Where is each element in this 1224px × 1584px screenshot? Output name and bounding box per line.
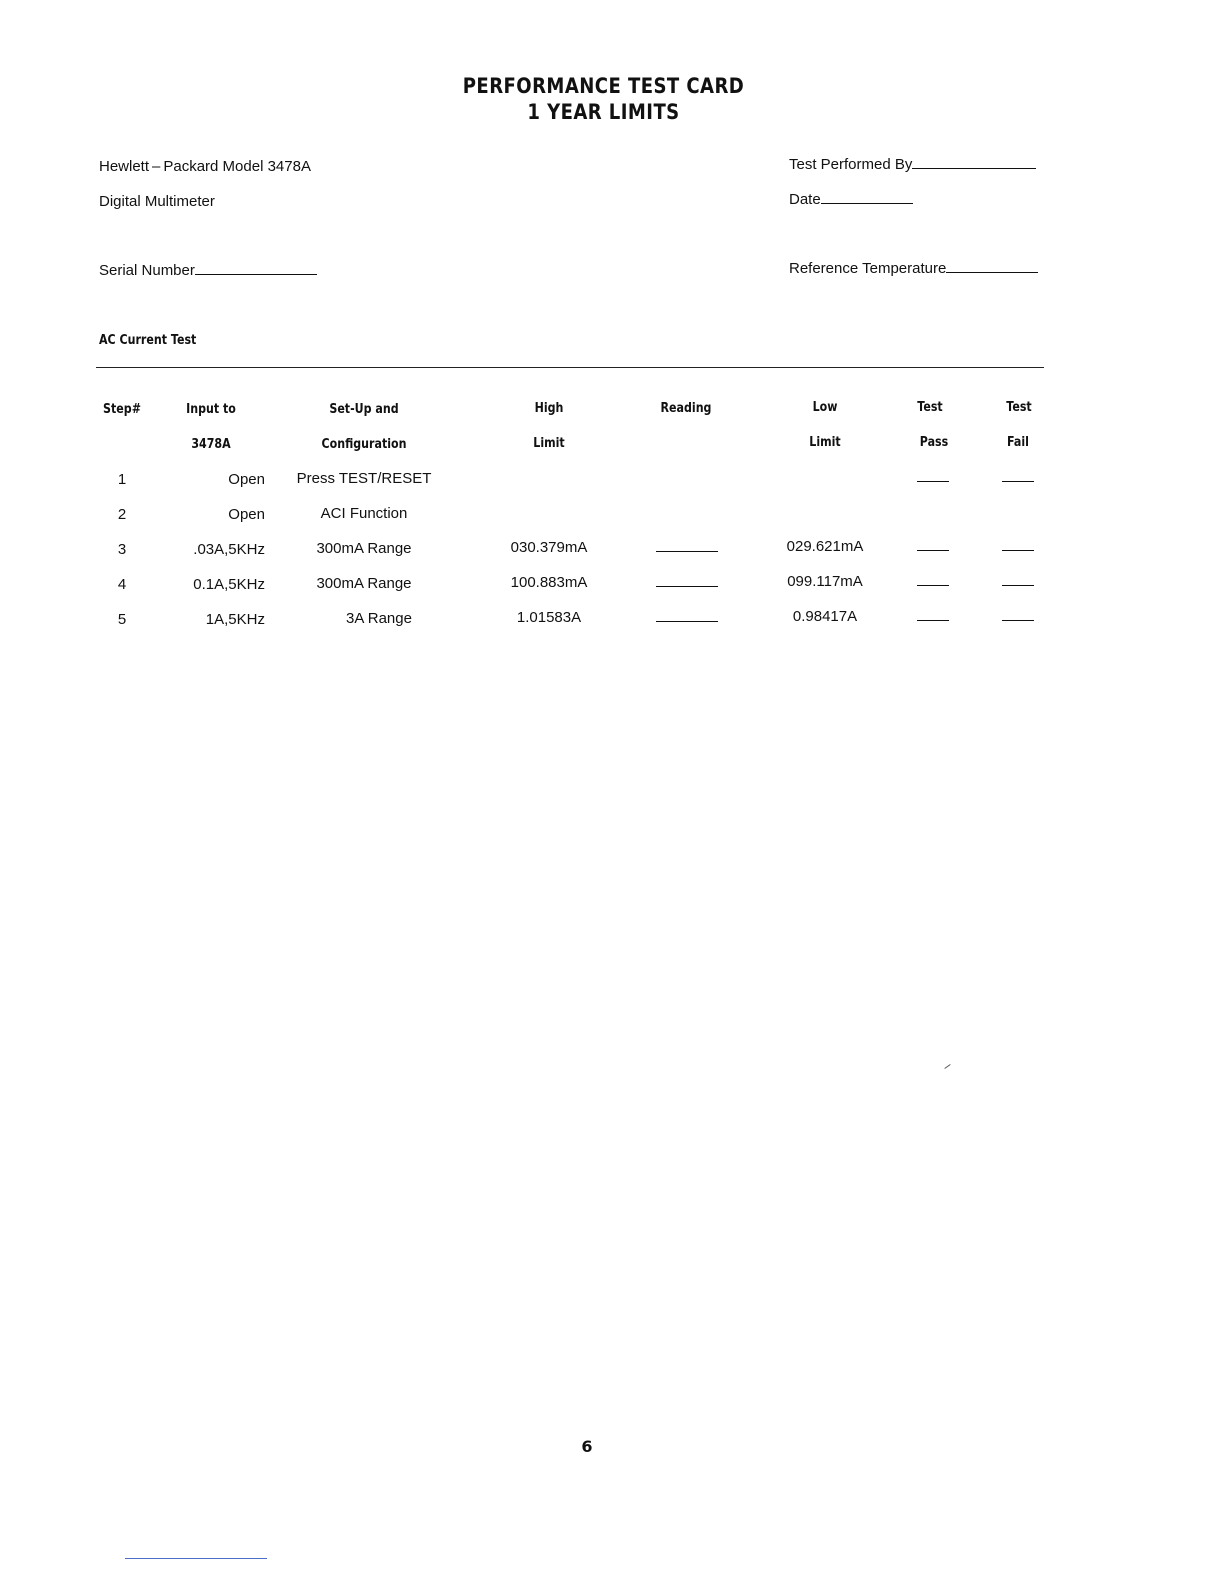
col-low-line1: Low bbox=[812, 400, 838, 415]
row-high-limit: 100.883mA bbox=[510, 574, 588, 591]
col-high-line1: High bbox=[534, 401, 564, 416]
col-low-line2: Limit bbox=[809, 435, 841, 450]
section-title: AC Current Test bbox=[99, 333, 197, 348]
col-reading: Reading bbox=[660, 401, 712, 416]
test-performed-by-label: Test Performed By bbox=[789, 156, 913, 173]
row-setup: Press TEST/RESET bbox=[296, 470, 432, 487]
fail-checkbox-blank[interactable] bbox=[1002, 585, 1034, 586]
pass-checkbox-blank[interactable] bbox=[917, 550, 949, 551]
instrument-label: Digital Multimeter bbox=[99, 193, 215, 210]
model-label: Hewlett – Packard Model 3478A bbox=[99, 158, 311, 175]
pass-checkbox-blank[interactable] bbox=[917, 481, 949, 482]
page-title: PERFORMANCE TEST CARD bbox=[462, 74, 745, 98]
row-step: 5 bbox=[117, 611, 127, 628]
date-field[interactable] bbox=[789, 191, 913, 208]
fail-checkbox-blank[interactable] bbox=[1002, 620, 1034, 621]
row-input: 1A,5KHz bbox=[205, 611, 265, 628]
reading-blank[interactable] bbox=[656, 551, 718, 552]
stray-mark bbox=[944, 1064, 950, 1069]
row-input: .03A,5KHz bbox=[193, 541, 265, 558]
page-number: 6 bbox=[581, 1437, 593, 1456]
row-setup: 300mA Range bbox=[316, 575, 412, 592]
page-subtitle: 1 YEAR LIMITS bbox=[527, 100, 680, 124]
col-fail-line2: Fail bbox=[1007, 435, 1029, 450]
row-low-limit: 029.621mA bbox=[786, 538, 864, 555]
test-performed-by-blank[interactable] bbox=[912, 167, 1036, 169]
col-step: Step# bbox=[103, 402, 141, 417]
col-setup-line1: Set-Up and bbox=[329, 402, 399, 417]
row-step: 3 bbox=[117, 541, 127, 558]
footer-line bbox=[125, 1558, 267, 1559]
row-setup: 300mA Range bbox=[316, 540, 412, 557]
serial-number-label: Serial Number bbox=[99, 262, 195, 279]
section-divider bbox=[96, 367, 1044, 368]
serial-number-blank[interactable] bbox=[195, 273, 317, 275]
fail-checkbox-blank[interactable] bbox=[1002, 550, 1034, 551]
row-setup: ACI Function bbox=[320, 505, 408, 522]
col-input-line1: Input to bbox=[186, 402, 236, 417]
col-fail-line1: Test bbox=[1006, 400, 1032, 415]
row-input: 0.1A,5KHz bbox=[193, 576, 265, 593]
date-blank[interactable] bbox=[821, 202, 913, 204]
row-input: Open bbox=[228, 506, 265, 523]
col-pass-line2: Pass bbox=[919, 435, 949, 450]
col-setup-line2: Configuration bbox=[321, 437, 407, 452]
reading-blank[interactable] bbox=[656, 586, 718, 587]
row-low-limit: 0.98417A bbox=[792, 608, 858, 625]
reference-temperature-label: Reference Temperature bbox=[789, 260, 947, 277]
reference-temperature-field[interactable] bbox=[789, 260, 1038, 277]
col-input-line2: 3478A bbox=[191, 437, 231, 452]
pass-checkbox-blank[interactable] bbox=[917, 585, 949, 586]
col-high-line2: Limit bbox=[533, 436, 565, 451]
row-input: Open bbox=[228, 471, 265, 488]
row-step: 1 bbox=[117, 471, 127, 488]
row-high-limit: 030.379mA bbox=[510, 539, 588, 556]
reference-temperature-blank[interactable] bbox=[946, 271, 1038, 273]
row-step: 4 bbox=[117, 576, 127, 593]
date-label: Date bbox=[789, 191, 821, 208]
col-pass-line1: Test bbox=[917, 400, 943, 415]
serial-number-field[interactable] bbox=[99, 262, 317, 279]
reading-blank[interactable] bbox=[656, 621, 718, 622]
test-performed-by-field[interactable] bbox=[789, 156, 1036, 173]
fail-checkbox-blank[interactable] bbox=[1002, 481, 1034, 482]
row-low-limit: 099.117mA bbox=[787, 573, 863, 590]
row-setup: 3A Range bbox=[346, 610, 412, 627]
row-step: 2 bbox=[117, 506, 127, 523]
row-high-limit: 1.01583A bbox=[516, 609, 582, 626]
pass-checkbox-blank[interactable] bbox=[917, 620, 949, 621]
